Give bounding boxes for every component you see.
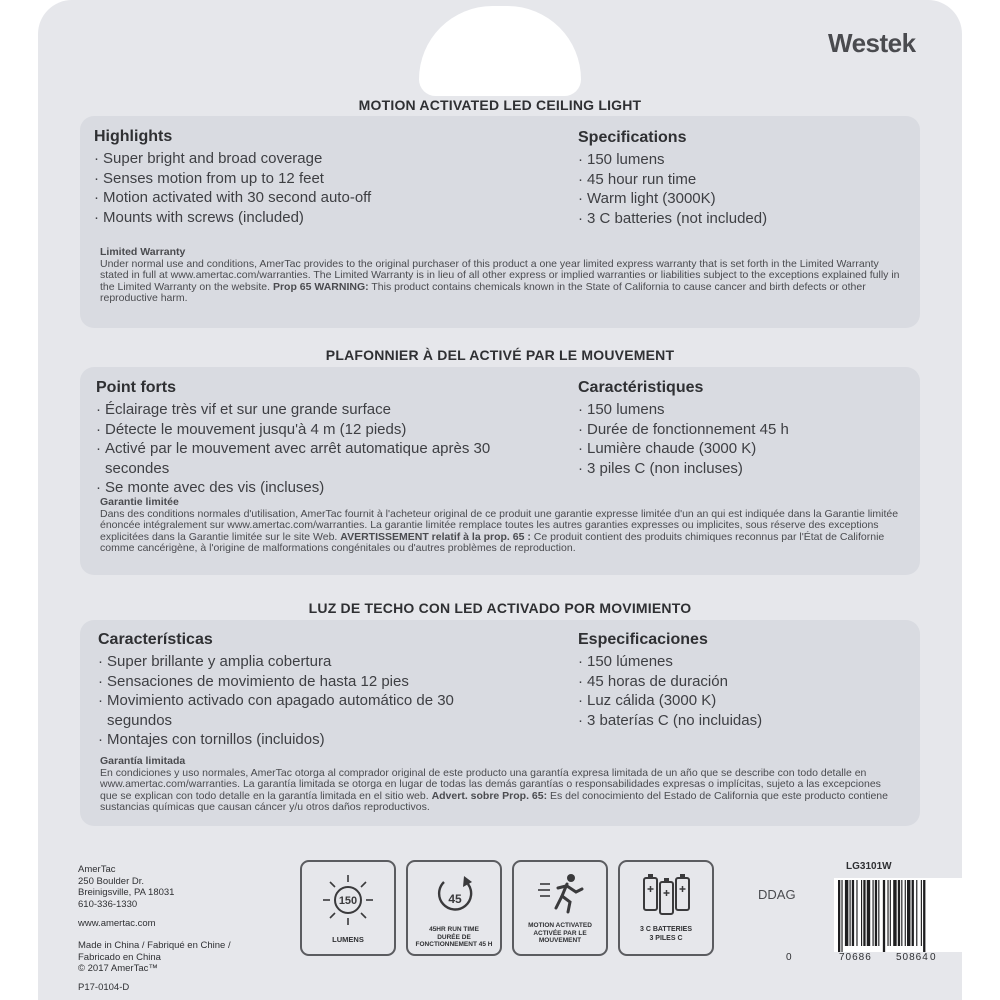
address-line-2: Breinigsville, PA 18031 bbox=[78, 887, 175, 898]
copyright-text: © 2017 AmerTac™ bbox=[78, 963, 158, 974]
batteries-caption-en: 3 C BATTERIES bbox=[640, 926, 692, 933]
barcode-bar bbox=[921, 880, 922, 946]
es-prop65-label: Advert. sobre Prop. 65: bbox=[431, 789, 548, 802]
lumens-caption: LUMENS bbox=[332, 935, 364, 944]
fr-panel bbox=[80, 367, 920, 575]
model-number: LG3101W bbox=[846, 861, 892, 872]
list-item: · 150 lumens bbox=[578, 150, 908, 170]
barcode-bar bbox=[878, 880, 879, 946]
motion-caption bbox=[514, 922, 606, 945]
motion-feature-box bbox=[512, 860, 608, 956]
en-warranty bbox=[100, 247, 900, 305]
company-name: AmerTac bbox=[78, 864, 116, 875]
barcode-bar bbox=[905, 880, 906, 946]
list-item: · Super bright and broad coverage bbox=[94, 149, 564, 169]
en-prop65-label: Prop 65 WARNING: bbox=[272, 280, 369, 293]
es-panel bbox=[80, 620, 920, 826]
barcode-bar bbox=[861, 880, 862, 946]
list-item: · Se monte avec des vis (incluses) bbox=[96, 478, 516, 498]
motion-caption-en: MOTION ACTIVATED bbox=[528, 922, 592, 929]
list-item: · 45 horas de duración bbox=[578, 672, 908, 692]
barcode-digits-group-1: 70686 bbox=[839, 952, 872, 963]
barcode-bar bbox=[898, 880, 900, 946]
barcode-bar bbox=[901, 880, 902, 946]
list-item: · Mounts with screws (included) bbox=[94, 208, 564, 228]
fr-title: PLAFONNIER À DEL ACTIVÉ PAR LE MOUVEMENT bbox=[325, 347, 675, 363]
en-warranty-title: Limited Warranty bbox=[100, 246, 186, 258]
upc-barcode bbox=[834, 878, 962, 952]
list-item: · Senses motion from up to 12 feet bbox=[94, 169, 564, 189]
barcode-digits-group-2: 50864 bbox=[896, 952, 929, 963]
barcode-bar bbox=[883, 880, 885, 952]
part-number: P17-0104-D bbox=[78, 982, 130, 993]
en-panel bbox=[80, 116, 920, 328]
barcode-bar bbox=[867, 880, 870, 946]
list-item: · Durée de fonctionnement 45 h bbox=[578, 420, 908, 440]
fr-specs bbox=[578, 379, 908, 478]
barcode-bar bbox=[863, 880, 865, 946]
runtime-caption-en: 45HR RUN TIME bbox=[429, 926, 479, 933]
fr-prop65-label: AVERTISSEMENT relatif à la prop. 65 : bbox=[340, 530, 531, 543]
list-item: · Activé par le mouvement avec arrêt automatique après 30 secondes bbox=[96, 439, 505, 478]
barcode-bar bbox=[912, 880, 914, 946]
runtime-icon-value: 45 bbox=[448, 892, 462, 906]
es-specs-heading: Especificaciones bbox=[578, 631, 708, 648]
list-item: · Luz cálida (3000 K) bbox=[578, 691, 908, 711]
list-item: · Sensaciones de movimiento de hasta 12 pies bbox=[98, 672, 518, 692]
barcode-digit-left: 0 bbox=[786, 952, 792, 963]
ddag-code: DDAG bbox=[758, 887, 796, 902]
en-specs-heading: Specifications bbox=[578, 129, 687, 146]
barcode-bar bbox=[873, 880, 874, 946]
batteries-icon bbox=[620, 862, 712, 924]
origin-text bbox=[78, 940, 231, 975]
motion-caption-fr: ACTIVÉE PAR LE MOUVEMENT bbox=[533, 929, 587, 944]
runtime-icon bbox=[408, 862, 500, 922]
westek-logo: Westek bbox=[828, 28, 916, 58]
lumens-feature-box bbox=[300, 860, 396, 956]
fr-warranty-text: Dans des conditions normales d'utilisation, AmerTac fournit à l'acheteur original de ce produit une garantie expresse limitée d'un an qui est indiquée dans la Garantie limitée énoncée intégralement sur www.amertac.com/warranties. La garantie limitée remplace toutes les autres garanties expresses ou implicites, sous réserve des exceptions explicitées dans la Garantie limitée sur le site Web. bbox=[100, 507, 899, 543]
phone-number: 610-336-1330 bbox=[78, 898, 138, 910]
barcode-bar bbox=[856, 880, 857, 946]
barcode-bar bbox=[838, 880, 840, 952]
list-item: · Détecte le mouvement jusqu'à 4 m (12 pieds) bbox=[96, 420, 516, 440]
es-highlights bbox=[98, 631, 518, 750]
barcode-bar bbox=[841, 880, 842, 952]
barcode-bar bbox=[916, 880, 917, 946]
company-address bbox=[78, 864, 174, 910]
en-highlights bbox=[94, 128, 564, 227]
barcode-bar bbox=[890, 880, 891, 946]
list-item: · Lumière chaude (3000 K) bbox=[578, 439, 908, 459]
es-specs bbox=[578, 631, 908, 730]
barcode-bar bbox=[923, 880, 925, 952]
barcode-bar bbox=[845, 880, 848, 946]
runtime-caption bbox=[408, 926, 500, 949]
list-item: · Éclairage très vif et sur une grande surface bbox=[96, 400, 516, 420]
es-prop65-text: Es del conocimiento del Estado de California que este producto contiene sustancias químicas que causan cáncer y/u otros daños reproductivos. bbox=[100, 789, 888, 813]
en-title: MOTION ACTIVATED LED CEILING LIGHT bbox=[358, 97, 642, 113]
list-item: · 3 baterías C (no incluidas) bbox=[578, 711, 908, 731]
origin-line-2: Fabricado en China bbox=[78, 951, 161, 963]
batteries-feature-box bbox=[618, 860, 714, 956]
barcode-bar bbox=[893, 880, 896, 946]
es-warranty bbox=[100, 756, 900, 814]
package-back-card bbox=[38, 0, 962, 1000]
address-line-1: 250 Boulder Dr. bbox=[78, 875, 145, 887]
runtime-caption-fr: DURÉE DE FONCTIONNEMENT 45 H bbox=[415, 933, 493, 948]
list-item: · 150 lumens bbox=[578, 400, 908, 420]
es-warranty-title: Garantía limitada bbox=[100, 755, 186, 767]
fr-warranty bbox=[100, 497, 900, 555]
list-item: · 3 piles C (non incluses) bbox=[578, 459, 908, 479]
runtime-feature-box bbox=[406, 860, 502, 956]
list-item: · Motion activated with 30 second auto-off bbox=[94, 188, 564, 208]
fr-highlights bbox=[96, 379, 516, 498]
barcode-bar bbox=[850, 880, 851, 946]
barcode-bar bbox=[907, 880, 910, 946]
barcode-digit-right: 0 bbox=[930, 952, 936, 963]
batteries-caption bbox=[620, 926, 712, 943]
en-highlights-heading: Highlights bbox=[94, 128, 173, 145]
barcode-bar bbox=[852, 880, 854, 946]
fr-prop65-text: Ce produit contient des produits chimiques reconnus par l'État de Californie comme cancérigène, à l'origine de malformations congénitales ou d'autres problèmes de reproduction. bbox=[100, 530, 885, 554]
list-item: · Super brillante y amplia cobertura bbox=[98, 652, 518, 672]
en-prop65-text: This product contains chemicals known in the State of California to cause cancer and birth defects or other reproductive harm. bbox=[100, 280, 866, 304]
lumens-icon bbox=[302, 862, 394, 930]
en-specs bbox=[578, 129, 908, 228]
origin-line-1: Made in China / Fabriqué en Chine / bbox=[78, 940, 231, 951]
fr-specs-heading: Caractéristiques bbox=[578, 379, 704, 396]
list-item: · 45 hour run time bbox=[578, 170, 908, 190]
list-item: · 150 lúmenes bbox=[578, 652, 908, 672]
barcode-bar bbox=[875, 880, 877, 946]
fr-highlights-heading: Point forts bbox=[96, 379, 176, 396]
es-warranty-text: En condiciones y uso normales, AmerTac otorga al comprador original de este producto una garantía expresa limitada de un año que se describe con todo detalle en www.amertac.com/warranties. La garantía limitada se otorga en lugar de todas las demás garantías o responsabilidades expresas o implícitas, sujeto a las excepciones que se explican con todo detalle en la garantía limitada en el sitio web. bbox=[100, 766, 881, 802]
es-title: LUZ DE TECHO CON LED ACTIVADO POR MOVIMIENTO bbox=[308, 600, 692, 616]
website-text: www.amertac.com bbox=[78, 918, 156, 929]
lumens-icon-value: 150 bbox=[338, 895, 358, 907]
es-highlights-heading: Características bbox=[98, 631, 213, 648]
list-item: · Warm light (3000K) bbox=[578, 189, 908, 209]
motion-icon bbox=[514, 862, 606, 922]
list-item: · 3 C batteries (not included) bbox=[578, 209, 908, 229]
en-warranty-text: Under normal use and conditions, AmerTac provides to the original purchaser of this product a one year limited express warranty that is set forth in the Limited Warranty stated in full at www.amertac.com/warranties. The Limited Warranty is in lieu of all other express or implied warranties or liabilities subject to the exceptions explained fully in the Limited Warranty on the website. bbox=[100, 257, 900, 293]
hang-hole bbox=[419, 6, 581, 96]
fr-warranty-title: Garantie limitée bbox=[100, 496, 179, 508]
list-item: · Montajes con tornillos (incluidos) bbox=[98, 730, 518, 750]
barcode-bar bbox=[887, 880, 888, 946]
list-item: · Movimiento activado con apagado automático de 30 segundos bbox=[98, 691, 492, 730]
batteries-caption-fr: 3 PILES C bbox=[649, 934, 683, 942]
